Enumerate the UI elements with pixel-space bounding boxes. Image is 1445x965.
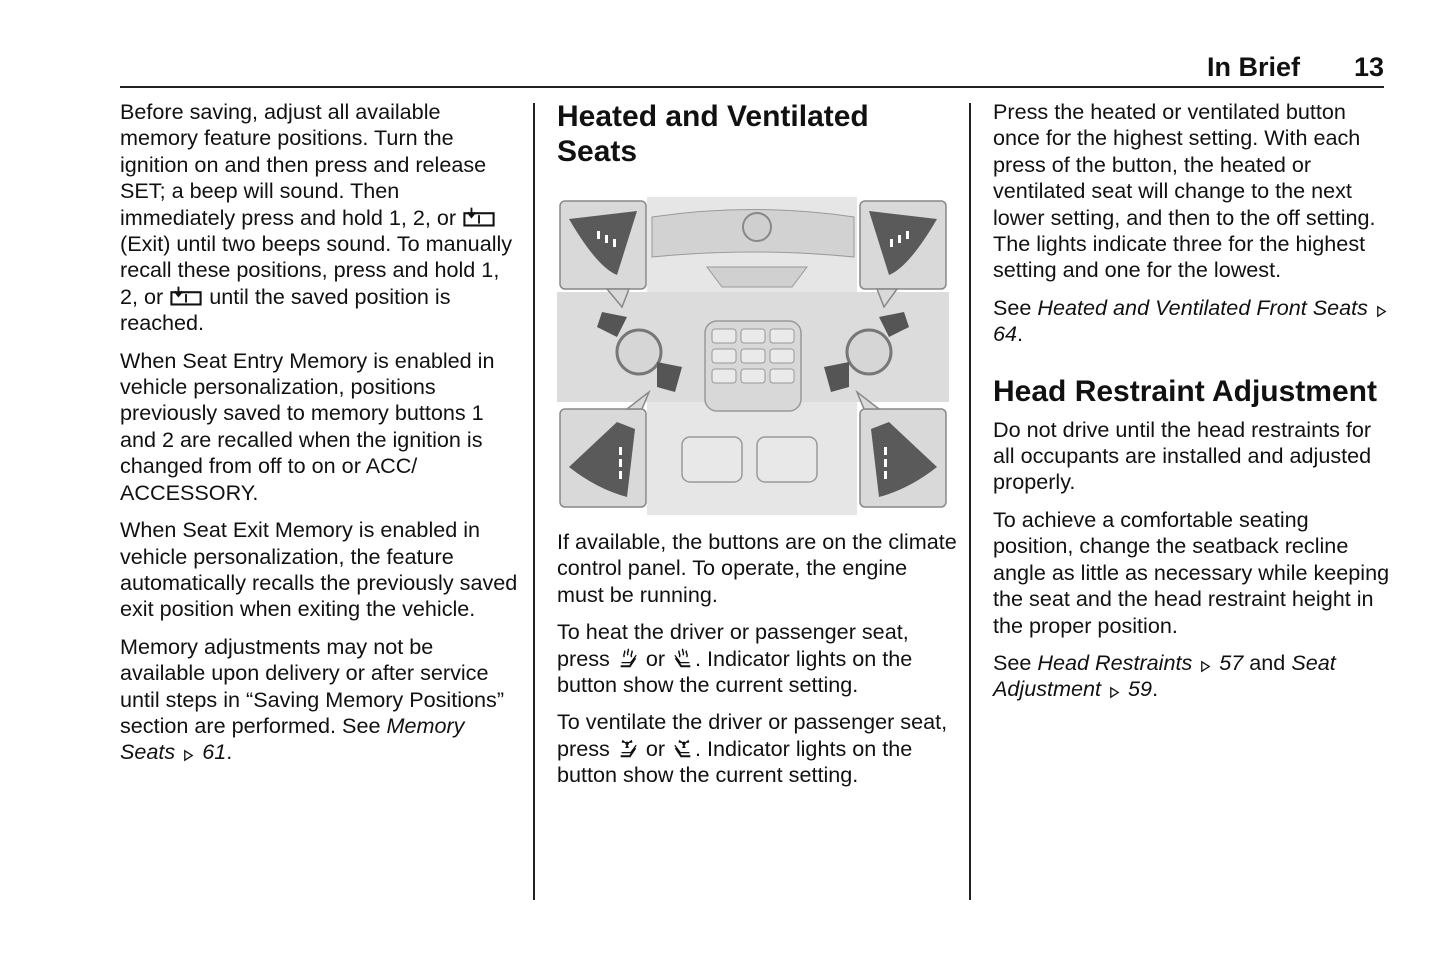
page-reference-arrow-icon [182, 749, 195, 762]
heated-seat-driver-icon [617, 647, 639, 669]
paragraph-ventilate-seat [557, 709, 957, 788]
page-ref-number[interactable]: 59 [1128, 676, 1153, 702]
page-ref-number[interactable]: 61 [202, 739, 227, 765]
page-ref-number[interactable]: 57 [1219, 649, 1244, 675]
link-memory-seats[interactable]: Memory Seats [120, 712, 465, 765]
paragraph-saving-memory [120, 99, 520, 337]
paragraph-do-not-drive: Do not drive until the head restraints for all occupants are installed and adjusted properly. [993, 416, 1372, 495]
text: and [1249, 649, 1286, 675]
link-seat-adjustment[interactable]: Seat Adjustment [993, 649, 1336, 702]
text: . Indicator lights on the button show the current setting. [557, 735, 913, 788]
column-left [120, 99, 520, 777]
paragraph-see-head-restraints [993, 650, 1393, 703]
climate-panel-illustration [557, 197, 949, 515]
text: Memory adjustments may not be available upon delivery or after service until steps in “Saving Memory Positions” section are performed. See [120, 633, 505, 738]
heated-seat-passenger-icon [672, 647, 694, 669]
page-reference-arrow-icon [1375, 305, 1388, 318]
paragraph-buttons-location: If available, the buttons are on the climate control panel. To operate, the engine must be running. [557, 529, 957, 607]
text: or [645, 645, 666, 671]
column-right [993, 99, 1393, 714]
text: To ventilate the driver or passenger seat, press [557, 709, 948, 761]
paragraph-seat-exit-memory: When Seat Exit Memory is enabled in vehicle personalization, the feature automatically recalls the previously saved exit position when exiting the vehicle. [120, 517, 518, 622]
page-reference-arrow-icon [1199, 660, 1212, 673]
page-reference-arrow-icon [1108, 686, 1121, 699]
paragraph-press-button: Press the heated or ventilated button once for the highest setting. With each press of the button, the heated or ventilated seat will change to the next lower setting, and then to the off setting. The lights indicate three for the highest setting and one for the lowest. [993, 99, 1376, 283]
text: See [993, 294, 1032, 320]
ventilated-seat-driver-icon [617, 737, 639, 759]
ventilated-seat-passenger-icon [672, 737, 694, 759]
column-divider [533, 103, 535, 900]
exit-memory-icon [463, 206, 495, 228]
paragraph-seat-entry-memory: When Seat Entry Memory is enabled in vehicle personalization, positions previously saved to memory buttons 1 and 2 are recalled when the ignition is changed from off to on or ACC/ ACCESSORY. [120, 347, 495, 505]
text: or [645, 735, 666, 761]
page-header [120, 50, 1384, 88]
link-heated-ventilated-front-seats[interactable]: Heated and Ventilated Front Seats [1037, 294, 1368, 320]
paragraph-comfortable-position: To achieve a comfortable seating position, change the seatback recline angle as little as necessary while keeping the seat and the head restraint height in the proper position. [993, 506, 1390, 638]
text: . [226, 739, 233, 765]
column-middle [557, 99, 957, 800]
text: Before saving, adjust all available memory feature positions. Turn the ignition on and then press and release SET; a beep will sound. Then immediately press and hold 1, 2, or [120, 99, 487, 230]
text: . Indicator lights on the button show the current setting. [557, 645, 913, 698]
page-number: 13 [1353, 52, 1384, 82]
text: . [1017, 321, 1024, 347]
text: . [1152, 676, 1159, 702]
section-title: In Brief [1206, 52, 1300, 82]
text: until the saved position is reached. [120, 283, 451, 336]
text: See [993, 649, 1032, 675]
text: To heat the driver or passenger seat, press [557, 619, 909, 671]
paragraph-heat-seat [557, 619, 957, 698]
paragraph-see-heated-ventilated [993, 295, 1393, 348]
heading-head-restraint-adjustment: Head Restraint Adjustment [993, 374, 1377, 408]
page-ref-number[interactable]: 64 [993, 321, 1018, 347]
column-divider [969, 103, 971, 900]
text: (Exit) until two beeps sound. To manually recall these positions, press and hold 1, 2, or [120, 231, 513, 309]
link-head-restraints[interactable]: Head Restraints [1037, 649, 1193, 675]
paragraph-memory-adjustments [120, 634, 520, 766]
exit-memory-icon [170, 285, 202, 307]
heading-heated-ventilated-seats: Heated and Ventilated Seats [557, 100, 869, 168]
